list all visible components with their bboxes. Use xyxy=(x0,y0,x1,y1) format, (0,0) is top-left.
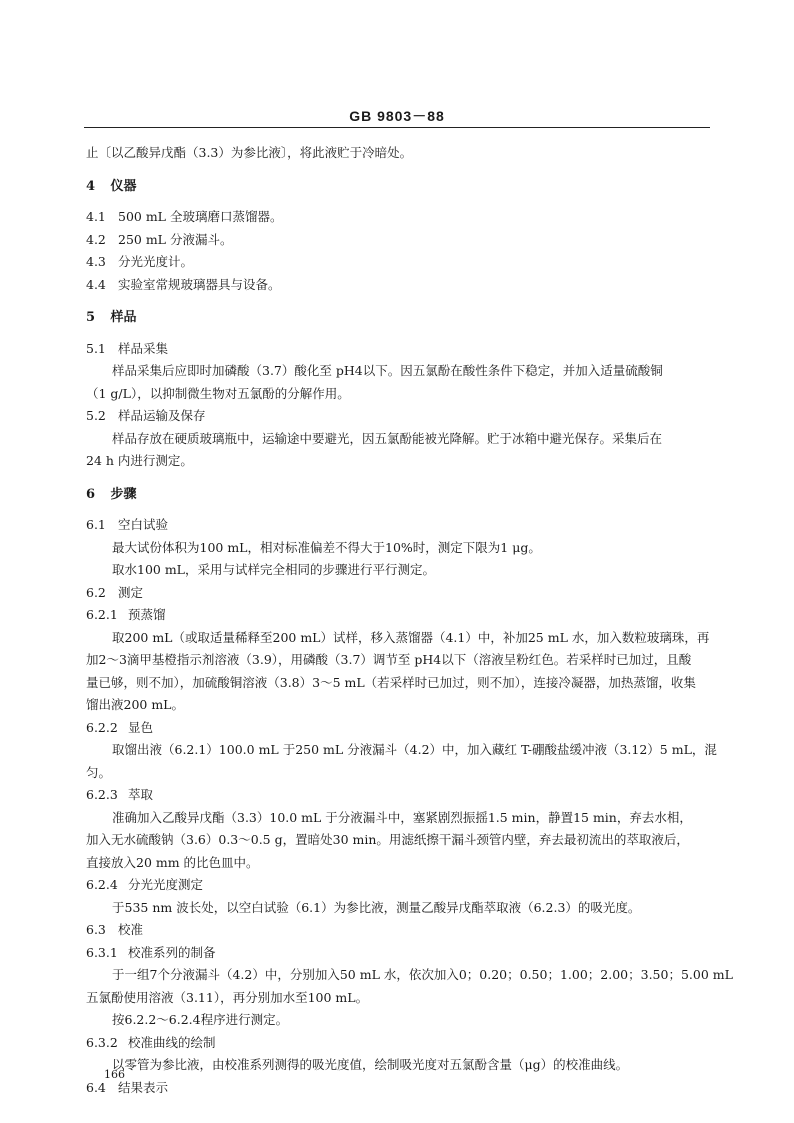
standard-code-header: GB 9803－88 xyxy=(349,108,445,124)
paragraph-line: 以零管为参比液，由校准系列测得的吸光度值，绘制吸光度对五氯酚含量（μg）的校准曲线。 xyxy=(112,1057,629,1072)
paragraph-line: 五氯酚使用溶液（3.11），再分别加水至100 mL。 xyxy=(86,989,369,1005)
paragraph-line: 取馏出液（6.2.1）100.0 mL 于250 mL 分液漏斗（4.2）中，加入藏红 T-硼酸盐缓冲液（3.12）5 mL，混 xyxy=(112,742,717,757)
section-5-heading: 5 样品 xyxy=(86,310,137,325)
subsection-6-1-heading: 6.1 空白试验 xyxy=(86,517,169,532)
paragraph-line: 于535 nm 波长处，以空白试验（6.1）为参比液，测量乙酸异戊酯萃取液（6.2.3）的吸光度。 xyxy=(112,899,641,915)
paragraph-line: 按6.2.2～6.2.4程序进行测定。 xyxy=(112,1012,289,1027)
subsection-6-3-1-heading: 6.3.1 校准系列的制备 xyxy=(86,944,216,960)
paragraph-line: 取200 mL（或取适量稀释至200 mL）试样，移入蒸馏器（4.1）中，补加25 mL 水，加入数粒玻璃珠，再 xyxy=(112,629,710,645)
item-4-4: 4.4 实验室常规玻璃器具与设备。 xyxy=(86,276,281,292)
paragraph-line: 直接放入20 mm 的比色皿中。 xyxy=(86,854,259,870)
paragraph-line: 于一组7个分液漏斗（4.2）中，分别加入50 mL 水，依次加入0；0.20；0.50；1.00；2.00；3.50；5.00 mL xyxy=(112,967,733,982)
subsection-6-2-heading: 6.2 测定 xyxy=(86,584,144,600)
paragraph-line: 量已够，则不加），加硫酸铜溶液（3.8）3～5 mL（若采样时已加过，则不加），连接冷凝器，加热蒸馏，收集 xyxy=(86,674,696,690)
subsection-6-2-2-heading: 6.2.2 显色 xyxy=(86,719,154,735)
item-4-3: 4.3 分光光度计。 xyxy=(86,254,194,269)
subsection-6-3-heading: 6.3 校准 xyxy=(86,922,144,937)
paragraph-line: 加入无水硫酸钠（3.6）0.3～0.5 g，置暗处30 min。用滤纸擦干漏斗颈管内壁，弃去最初流出的萃取液后， xyxy=(86,832,689,847)
subsection-6-3-2-heading: 6.3.2 校准曲线的绘制 xyxy=(86,1034,216,1050)
page-number: 166 xyxy=(104,1068,125,1081)
section-4-heading: 4 仪器 xyxy=(86,178,137,194)
subsection-5-2-heading: 5.2 样品运输及保存 xyxy=(86,408,206,423)
paragraph-line: 加2～3滴甲基橙指示剂溶液（3.9），用磷酸（3.7）调节至 pH4以下（溶液呈粉红色。若采样时已加过，且酸 xyxy=(86,652,692,667)
subsection-6-2-4-heading: 6.2.4 分光光度测定 xyxy=(86,877,204,892)
paragraph-line: 准确加入乙酸异戊酯（3.3）10.0 mL 于分液漏斗中，塞紧剧烈振摇1.5 min，静置15 min，弃去水相， xyxy=(112,809,692,825)
subsection-5-1-heading: 5.1 样品采集 xyxy=(86,340,169,356)
paragraph-line: 取水100 mL，采用与试样完全相同的步骤进行平行测定。 xyxy=(112,562,435,577)
section-6-heading: 6 步骤 xyxy=(86,486,137,502)
item-4-1: 4.1 500 mL 全玻璃磨口蒸馏器。 xyxy=(86,209,283,224)
paragraph-line: 匀。 xyxy=(86,764,112,780)
paragraph-line: 样品采集后应即时加磷酸（3.7）酸化至 pH4以下。因五氯酚在酸性条件下稳定，并加入适量硫酸铜 xyxy=(112,363,663,378)
paragraph-line: 最大试份体积为100 mL，相对标准偏差不得大于10%时，测定下限为1 μg。 xyxy=(112,539,541,555)
paragraph-line: 24 h 内进行测定。 xyxy=(86,453,193,468)
paragraph-line: （1 g/L），以抑制微生物对五氯酚的分解作用。 xyxy=(86,385,350,401)
header-rule xyxy=(84,127,710,128)
subsection-6-4-heading: 6.4 结果表示 xyxy=(86,1079,169,1095)
paragraph-line: 样品存放在硬质玻璃瓶中，运输途中要避光，因五氯酚能被光降解。贮于冰箱中避光保存。采集后在 xyxy=(112,430,663,446)
subsection-6-2-1-heading: 6.2.1 预蒸馏 xyxy=(86,607,166,622)
subsection-6-2-3-heading: 6.2.3 萃取 xyxy=(86,787,154,802)
paragraph-line: 馏出液200 mL。 xyxy=(86,697,184,712)
item-4-2: 4.2 250 mL 分液漏斗。 xyxy=(86,231,233,247)
intro-line: 止〔以乙酸异戊酯（3.3）为参比液〕，将此液贮于冷暗处。 xyxy=(86,145,413,160)
document-body xyxy=(86,142,733,1099)
